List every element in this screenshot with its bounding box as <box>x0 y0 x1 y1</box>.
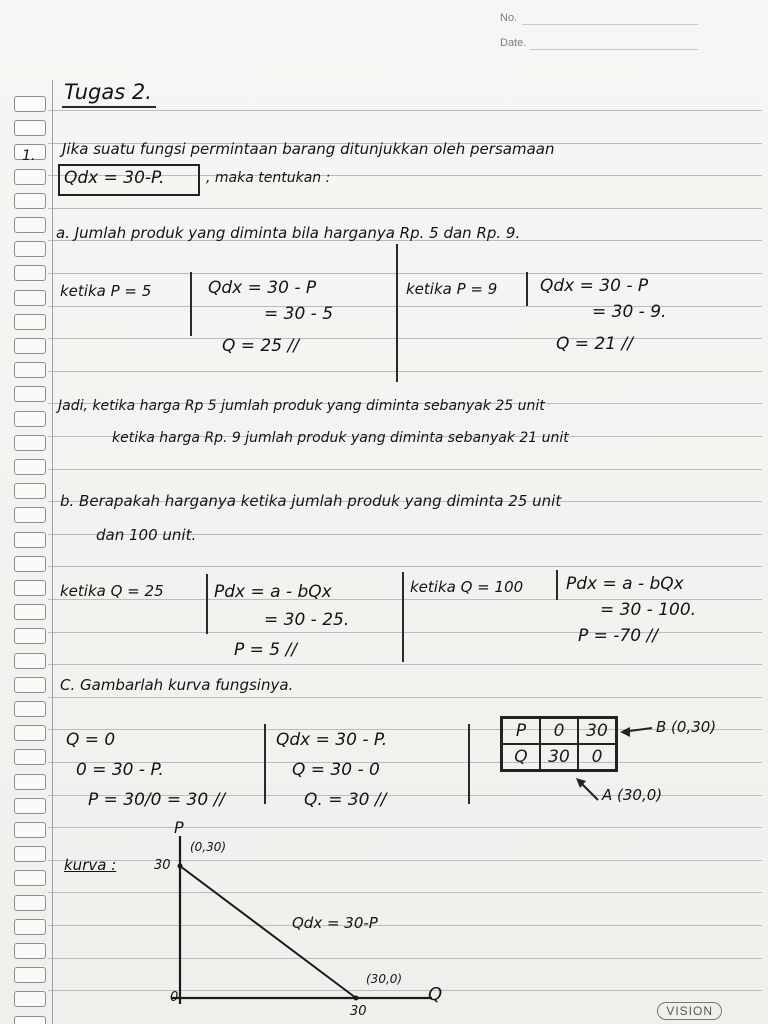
part-a-case2-label: ketika P = 9 <box>406 280 498 298</box>
pq-cell: 0 <box>578 744 617 771</box>
equation-text: Qdx = 30-P. <box>64 168 165 188</box>
part-a-case2-line2: = 30 - 9. <box>592 302 667 322</box>
part-c-left-line2: 0 = 30 - P. <box>76 760 164 780</box>
origin-label: 0 <box>170 990 179 1005</box>
y-tick-label: 30 <box>154 858 171 873</box>
part-a-case1-line1: Qdx = 30 - P <box>208 278 317 298</box>
pq-cell: P <box>502 718 541 745</box>
part-c-mid-line3: Q. = 30 // <box>304 790 387 810</box>
y-axis-label: P <box>174 818 184 837</box>
curve-label: kurva : <box>64 856 117 874</box>
point-0-30 <box>178 864 183 869</box>
part-c-mid-line1: Qdx = 30 - P. <box>276 730 388 750</box>
part-c-left-line1: Q = 0 <box>66 730 116 750</box>
part-b-case1-line2: = 30 - 25. <box>264 610 350 630</box>
part-a-case1-line2: = 30 - 5 <box>264 304 334 324</box>
part-b-question2: dan 100 unit. <box>96 526 197 544</box>
intro-suffix: , maka tentukan : <box>206 170 331 186</box>
part-a-case2-result: Q = 21 // <box>556 334 633 354</box>
pq-cell: Q <box>502 744 541 771</box>
x-axis-label: Q <box>428 984 443 1005</box>
part-b-case1-label: ketika Q = 25 <box>60 582 164 600</box>
bottom-point-label: (30,0) <box>366 972 403 986</box>
part-b-case2-line1: Pdx = a - bQx <box>566 574 684 594</box>
part-a-conclusion1: Jadi, ketika harga Rp 5 jumlah produk yang diminta sebanyak 25 unit <box>58 398 545 414</box>
part-b-case1-result: P = 5 // <box>234 640 297 660</box>
part-b-case2-result: P = -70 // <box>578 626 658 646</box>
demand-line <box>180 866 356 998</box>
question-number: 1. <box>22 148 36 164</box>
part-c-mid-line2: Q = 30 - 0 <box>292 760 380 780</box>
part-c-question: C. Gambarlah kurva fungsinya. <box>60 676 294 694</box>
pq-cell: 30 <box>578 718 617 745</box>
part-a-conclusion2: ketika harga Rp. 9 jumlah produk yang diminta sebanyak 21 unit <box>112 430 569 446</box>
point-30-0 <box>354 996 359 1001</box>
point-b-label: B (0,30) <box>656 718 717 736</box>
curve-equation: Qdx = 30-P <box>292 914 378 932</box>
part-a-case1-label: ketika P = 5 <box>60 282 152 300</box>
part-b-case2-line2: = 30 - 100. <box>600 600 697 620</box>
part-b-case2-label: ketika Q = 100 <box>410 578 524 596</box>
x-tick-label: 30 <box>350 1004 367 1019</box>
date-label: Date. <box>500 37 527 49</box>
part-c-left-line3: P = 30/0 = 30 // <box>88 790 226 810</box>
part-a-case2-line1: Qdx = 30 - P <box>540 276 649 296</box>
pq-cell: 30 <box>540 744 578 771</box>
brand-logo: VISION <box>657 1002 722 1020</box>
part-a-question: a. Jumlah produk yang diminta bila harganya Rp. 5 dan Rp. 9. <box>56 224 521 242</box>
part-a-case1-result: Q = 25 // <box>222 336 299 356</box>
no-label: No. <box>500 12 518 24</box>
intro-line: Jika suatu fungsi permintaan barang ditunjukkan oleh persamaan <box>62 140 555 158</box>
part-b-question1: b. Berapakah harganya ketika jumlah produk yang diminta 25 unit <box>60 492 562 510</box>
top-point-label: (0,30) <box>190 840 227 854</box>
point-a-label: A (30,0) <box>602 786 663 804</box>
page-title: Tugas 2. <box>64 80 152 104</box>
part-b-case1-line1: Pdx = a - bQx <box>214 582 332 602</box>
pq-cell: 0 <box>540 718 578 745</box>
